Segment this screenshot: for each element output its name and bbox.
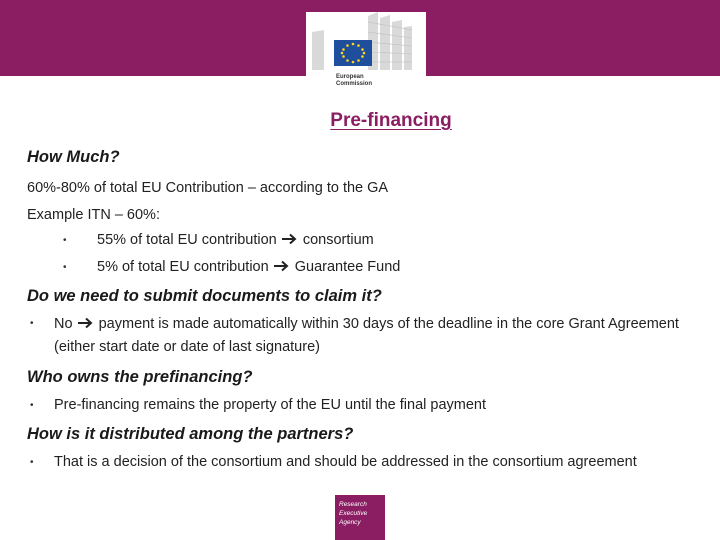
contribution-range-text: 60%-80% of total EU Contribution – according to the GA: [27, 180, 389, 196]
question-distribution: How is it distributed among the partners?: [27, 425, 354, 443]
bullet-automatic-payment: [54, 313, 694, 359]
slide-title: Pre-financing: [330, 110, 452, 131]
agency-line-1: Research: [339, 501, 367, 508]
right-arrow-icon: [273, 260, 291, 272]
european-commission-logo: [306, 12, 426, 100]
bullet-no-text: No: [54, 316, 73, 332]
slide-title-wrap: [0, 110, 720, 132]
question-who-owns: Who owns the prefinancing?: [27, 368, 253, 386]
logo-line-1: European: [336, 74, 364, 80]
bullet-guarantee-target: Guarantee Fund: [294, 259, 401, 275]
bullet-consortium-share: [97, 229, 374, 252]
question-submit-documents: Do we need to submit documents to claim it?: [27, 287, 382, 305]
right-arrow-icon: [281, 233, 299, 245]
example-itn-text: Example ITN – 60%:: [27, 207, 160, 223]
bullet-property-of-eu: Pre-financing remains the property of the EU until the final payment: [54, 397, 487, 413]
bullet-guarantee-fund-share: [97, 256, 400, 279]
agency-line-2: Executive: [339, 510, 368, 517]
bullet-consortium-target: consortium: [302, 232, 374, 248]
bullet-payment-text: payment is made automatically within 30 days of the deadline in the core Grant Agreement (either start date or date of last signature): [54, 316, 679, 355]
agency-line-3: Agency: [339, 519, 361, 526]
bullet-icon: •: [63, 235, 67, 246]
research-executive-agency-logo: [335, 495, 385, 540]
bullet-icon: •: [30, 400, 34, 411]
bullet-icon: •: [30, 457, 34, 468]
bullet-consortium-text: 55% of total EU contribution: [97, 232, 277, 248]
bullet-icon: •: [63, 262, 67, 273]
right-arrow-icon: [77, 317, 95, 329]
question-how-much: How Much?: [27, 148, 120, 166]
bullet-guarantee-text: 5% of total EU contribution: [97, 259, 269, 275]
logo-text: [336, 74, 372, 88]
bullet-icon: •: [30, 318, 34, 329]
logo-line-2: Commission: [336, 81, 373, 87]
bullet-consortium-decision: That is a decision of the consortium and should be addressed in the consortium agreement: [54, 454, 637, 470]
